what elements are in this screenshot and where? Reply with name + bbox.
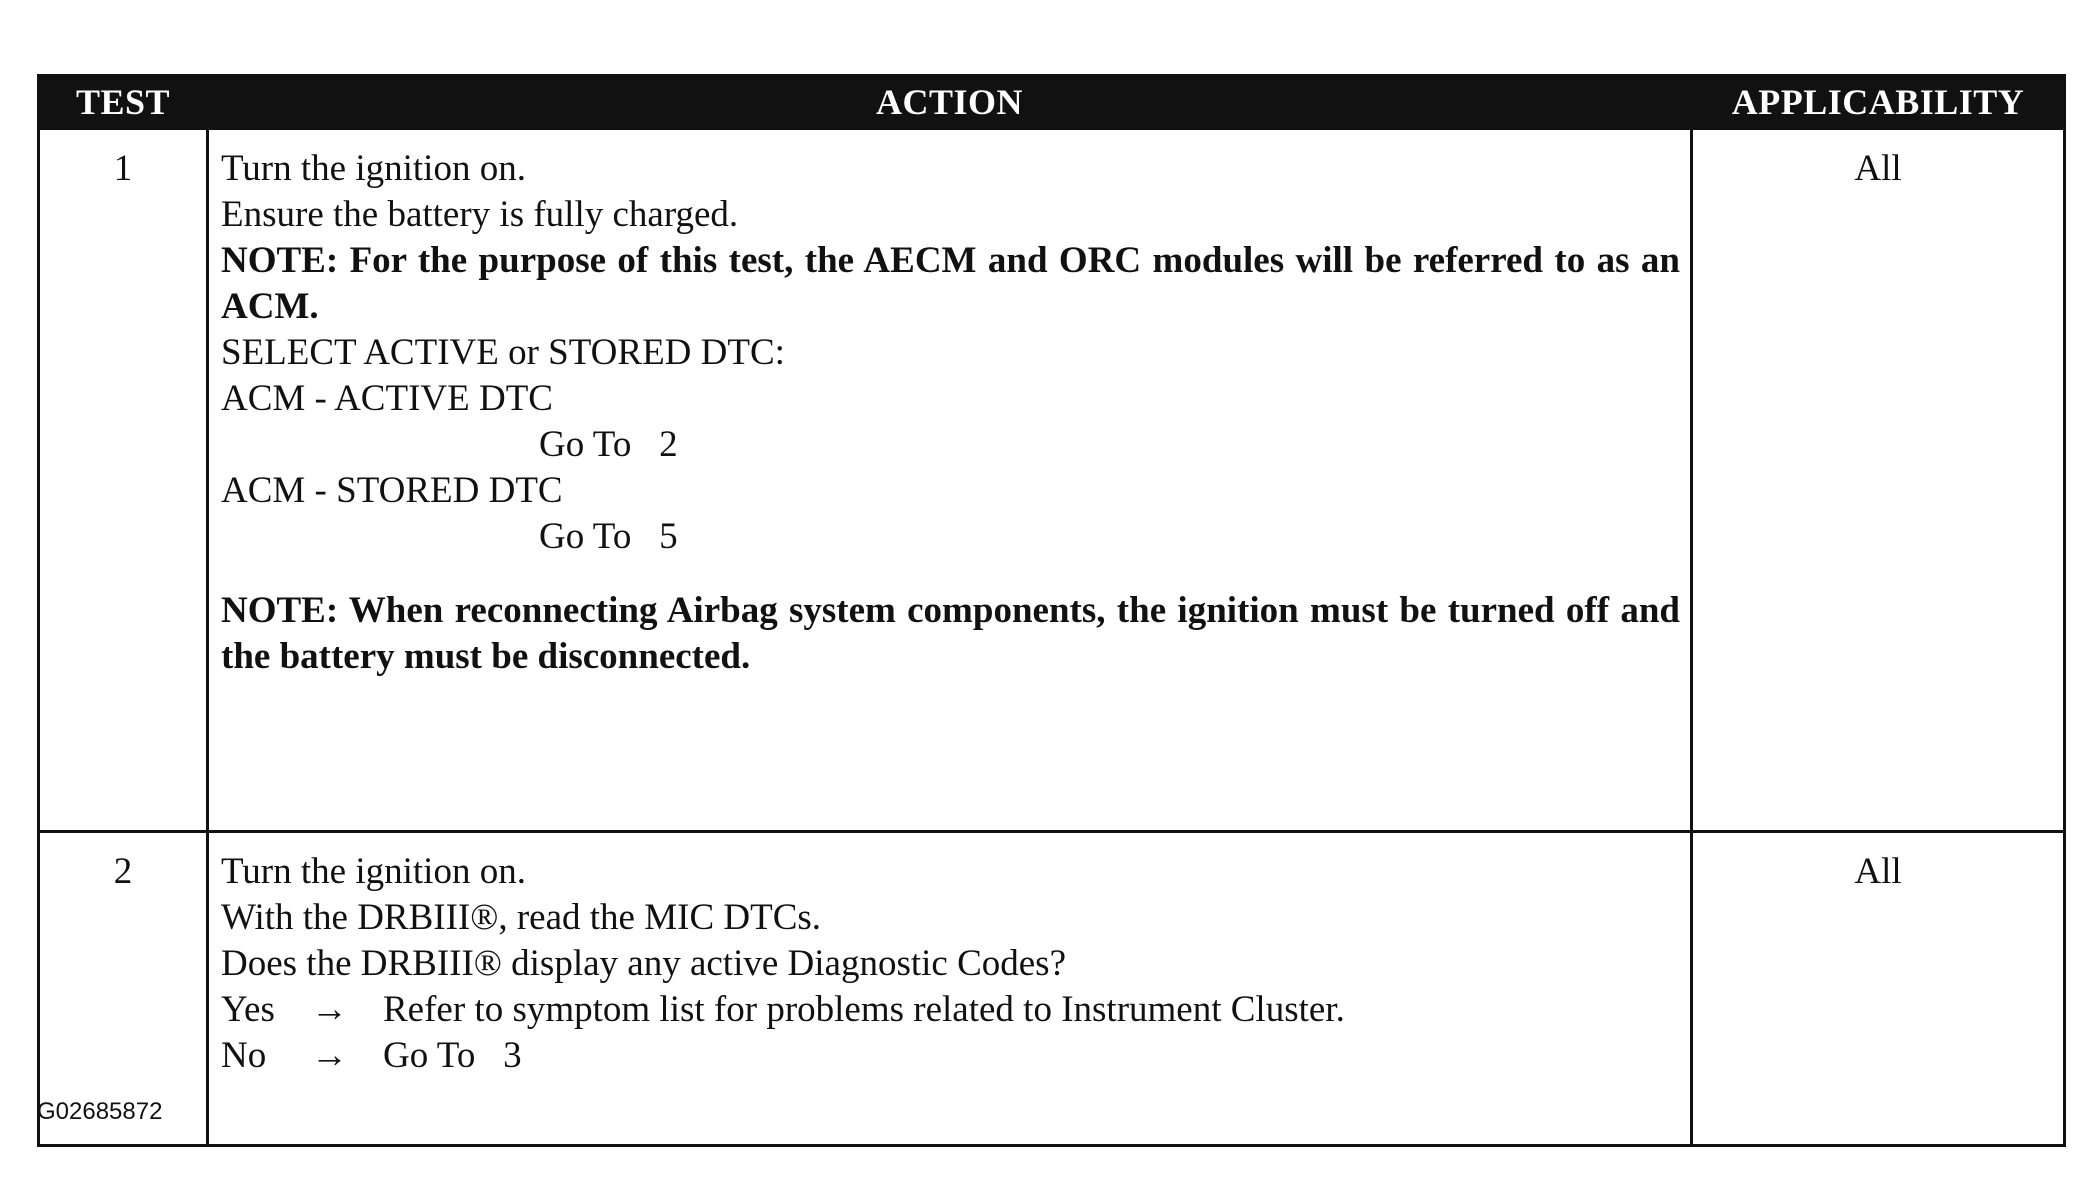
- header-action: ACTION: [208, 76, 1692, 129]
- arrow-right-icon: →: [311, 989, 348, 1030]
- answer-row: [221, 987, 1680, 1033]
- applicability-value: All: [1692, 832, 2065, 1146]
- option-label: ACM - ACTIVE DTC: [221, 378, 553, 419]
- answer-label: Yes: [221, 989, 275, 1030]
- test-number: 1: [39, 129, 208, 832]
- action-line: Turn the ignition on.: [221, 851, 526, 892]
- diagnostic-test-table: [37, 74, 2066, 1147]
- table-row: [39, 129, 2065, 832]
- option-label: ACM - STORED DTC: [221, 470, 563, 511]
- arrow-right-icon: →: [311, 1035, 348, 1076]
- action-line: Turn the ignition on.: [221, 148, 526, 189]
- table-header-row: [39, 76, 2065, 129]
- header-test: TEST: [39, 76, 208, 129]
- answer-label: No: [221, 1035, 267, 1076]
- action-cell: [208, 129, 1692, 832]
- answer-result: Go To 3: [383, 1035, 522, 1076]
- action-cell: [208, 832, 1692, 1146]
- action-line: Ensure the battery is fully charged.: [221, 194, 739, 235]
- goto-step: Go To 5: [539, 516, 678, 557]
- answer-result: Refer to symptom list for problems related to Instrument Cluster.: [383, 989, 1345, 1030]
- action-line: With the DRBIII®, read the MIC DTCs.: [221, 897, 822, 938]
- figure-id: G02685872: [37, 1098, 163, 1125]
- note-text: NOTE: When reconnecting Airbag system components, the ignition must be turned off and the battery must be disconnected.: [221, 590, 1680, 677]
- action-line: SELECT ACTIVE or STORED DTC:: [221, 332, 785, 373]
- answer-row: [221, 1033, 1680, 1079]
- applicability-value: All: [1692, 129, 2065, 832]
- action-line: Does the DRBIII® display any active Diagnostic Codes?: [221, 943, 1067, 984]
- goto-step: Go To 2: [539, 424, 678, 465]
- table-row: [39, 832, 2065, 1146]
- note-text: NOTE: For the purpose of this test, the AECM and ORC modules will be referred to as an ACM.: [221, 240, 1680, 327]
- test-number: 2: [39, 832, 208, 1146]
- header-applicability: APPLICABILITY: [1692, 76, 2065, 129]
